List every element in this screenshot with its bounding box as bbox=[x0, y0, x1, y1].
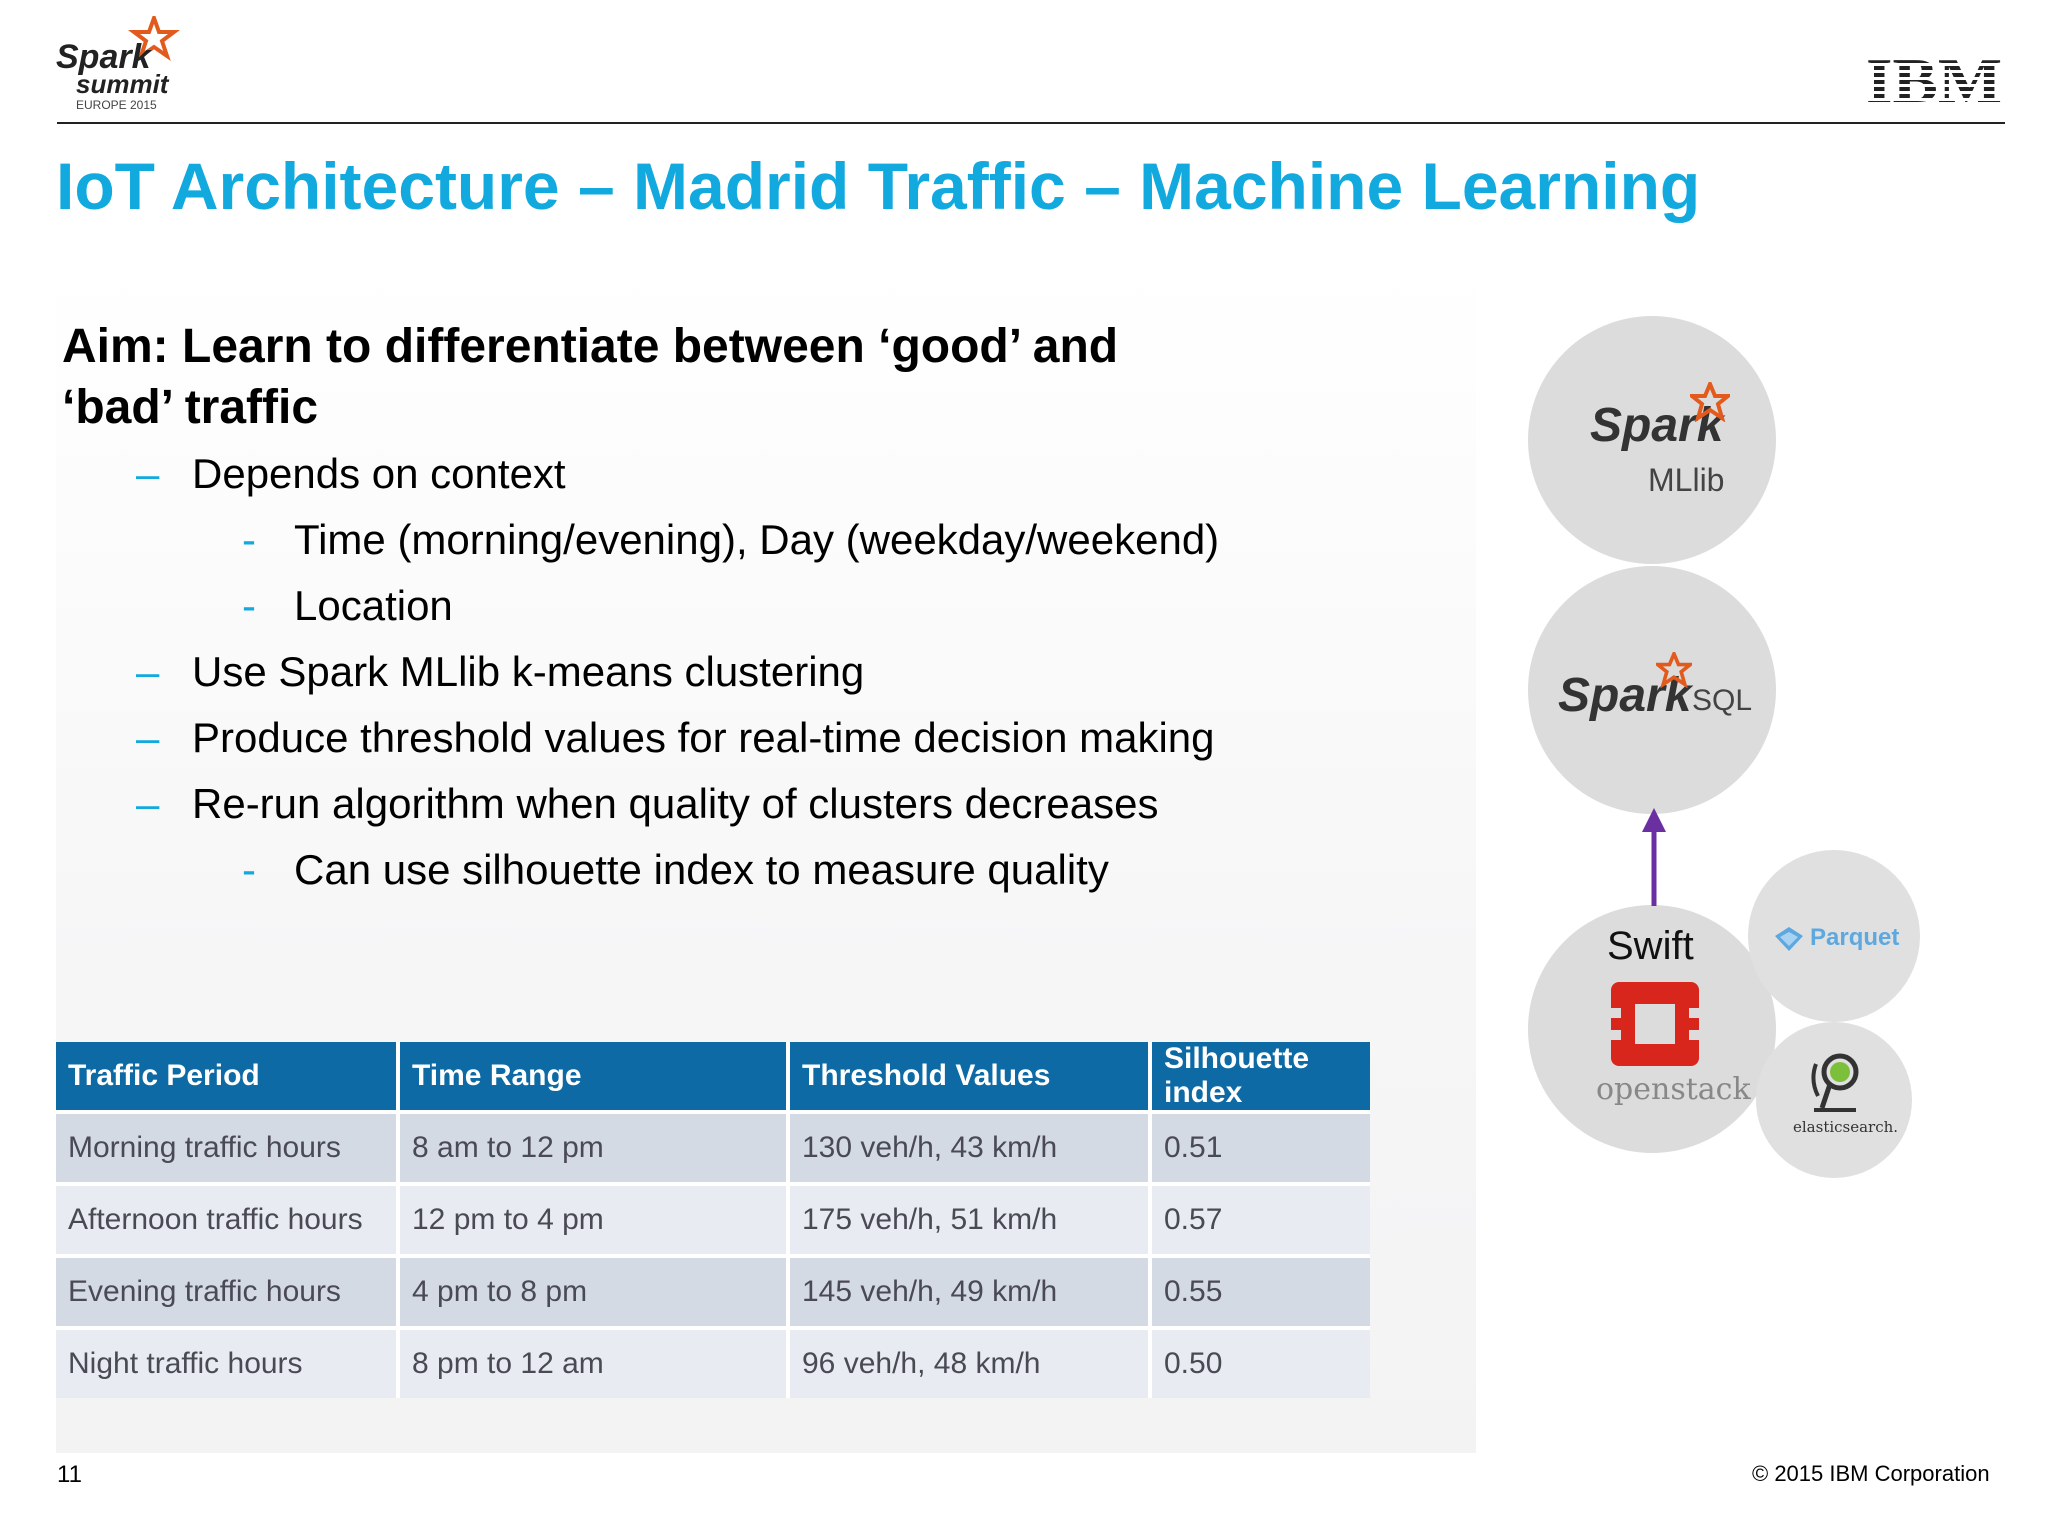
bullet-text: Can use silhouette index to measure quality bbox=[294, 846, 1109, 893]
cell-silhouette-index: 0.55 bbox=[1150, 1256, 1370, 1328]
sql-spark-brand: Spark bbox=[1558, 669, 1692, 722]
copyright-text: © 2015 IBM Corporation bbox=[1752, 1461, 1990, 1486]
cell-threshold-values: 175 veh/h, 51 km/h bbox=[788, 1184, 1150, 1256]
cell-time-range: 4 pm to 8 pm bbox=[398, 1256, 788, 1328]
bullet-marker: – bbox=[136, 450, 160, 497]
header-time-range: Time Range bbox=[398, 1042, 788, 1112]
aim-heading bbox=[62, 316, 1302, 438]
cell-threshold-values: 145 veh/h, 49 km/h bbox=[788, 1256, 1150, 1328]
bullet-marker: - bbox=[242, 582, 256, 629]
openstack-icon bbox=[1607, 978, 1703, 1070]
spark-summit-logo bbox=[54, 16, 184, 114]
bullet-marker: – bbox=[136, 648, 160, 695]
aim-line-2: ‘bad’ traffic bbox=[62, 381, 319, 434]
header-threshold-values: Threshold Values bbox=[788, 1042, 1150, 1112]
spark-star-icon bbox=[1656, 652, 1692, 688]
parquet-icon bbox=[1774, 926, 1804, 952]
cell-traffic-period: Night traffic hours bbox=[56, 1328, 398, 1398]
mllib-label: MLlib bbox=[1648, 462, 1725, 498]
sql-label: SQL bbox=[1692, 684, 1753, 717]
slide-title: IoT Architecture – Madrid Traffic – Machine Learning bbox=[56, 149, 1701, 223]
threshold-table bbox=[56, 1042, 1370, 1398]
subbullet-time-day bbox=[242, 516, 1220, 564]
cell-time-range: 8 am to 12 pm bbox=[398, 1112, 788, 1184]
elasticsearch-label: elasticsearch. bbox=[1793, 1118, 1899, 1136]
swift-label: Swift bbox=[1607, 924, 1694, 968]
cell-silhouette-index: 0.57 bbox=[1150, 1184, 1370, 1256]
bullet-text: Time (morning/evening), Day (weekday/weekend) bbox=[294, 516, 1220, 563]
aim-line-1: Aim: Learn to differentiate between ‘good’ and bbox=[62, 320, 1119, 373]
table-header-row bbox=[56, 1042, 1370, 1112]
ibm-logo-text: IBM bbox=[1866, 52, 2002, 108]
table-row bbox=[56, 1184, 1370, 1256]
table-row bbox=[56, 1112, 1370, 1184]
header-divider bbox=[57, 122, 2005, 124]
header-traffic-period: Traffic Period bbox=[56, 1042, 398, 1112]
cell-traffic-period: Afternoon traffic hours bbox=[56, 1184, 398, 1256]
cell-threshold-values: 130 veh/h, 43 km/h bbox=[788, 1112, 1150, 1184]
subbullet-silhouette bbox=[242, 846, 1109, 894]
cell-time-range: 12 pm to 4 pm bbox=[398, 1184, 788, 1256]
mllib-spark-brand: Spark bbox=[1590, 399, 1724, 452]
table-row bbox=[56, 1328, 1370, 1398]
header-silhouette-index: Silhouette index bbox=[1150, 1042, 1370, 1112]
bullet-marker: – bbox=[136, 714, 160, 761]
bullet-text: Location bbox=[294, 582, 453, 629]
bullet-marker: - bbox=[242, 846, 256, 893]
bullet-text: Produce threshold values for real-time decision making bbox=[192, 714, 1215, 761]
cell-time-range: 8 pm to 12 am bbox=[398, 1328, 788, 1398]
openstack-label: openstack bbox=[1596, 1072, 1751, 1107]
bullet-text: Re-run algorithm when quality of clusters decreases bbox=[192, 780, 1159, 827]
arrow-up-icon bbox=[1642, 806, 1666, 906]
bullet-text: Depends on context bbox=[192, 450, 566, 497]
bullet-marker: - bbox=[242, 516, 256, 563]
bullet-text: Use Spark MLlib k-means clustering bbox=[192, 648, 865, 695]
cell-threshold-values: 96 veh/h, 48 km/h bbox=[788, 1328, 1150, 1398]
cell-silhouette-index: 0.51 bbox=[1150, 1112, 1370, 1184]
table-row bbox=[56, 1256, 1370, 1328]
bullet-threshold-values bbox=[136, 714, 1215, 762]
cell-silhouette-index: 0.50 bbox=[1150, 1328, 1370, 1398]
bullet-depends-on-context bbox=[136, 450, 566, 498]
page-number: 11 bbox=[57, 1461, 82, 1488]
cell-traffic-period: Morning traffic hours bbox=[56, 1112, 398, 1184]
logo-europe-text: EUROPE 2015 bbox=[76, 98, 157, 112]
bullet-rerun-algorithm bbox=[136, 780, 1159, 828]
bullet-marker: – bbox=[136, 780, 160, 827]
cell-traffic-period: Evening traffic hours bbox=[56, 1256, 398, 1328]
bullet-kmeans bbox=[136, 648, 865, 696]
elasticsearch-icon bbox=[1808, 1050, 1864, 1114]
ibm-logo bbox=[1866, 52, 2002, 108]
logo-spark-text: Spark bbox=[56, 38, 151, 76]
parquet-label: Parquet bbox=[1810, 924, 1900, 951]
spark-star-icon bbox=[1690, 382, 1730, 422]
logo-summit-text: summit bbox=[76, 69, 169, 99]
subbullet-location bbox=[242, 582, 453, 630]
